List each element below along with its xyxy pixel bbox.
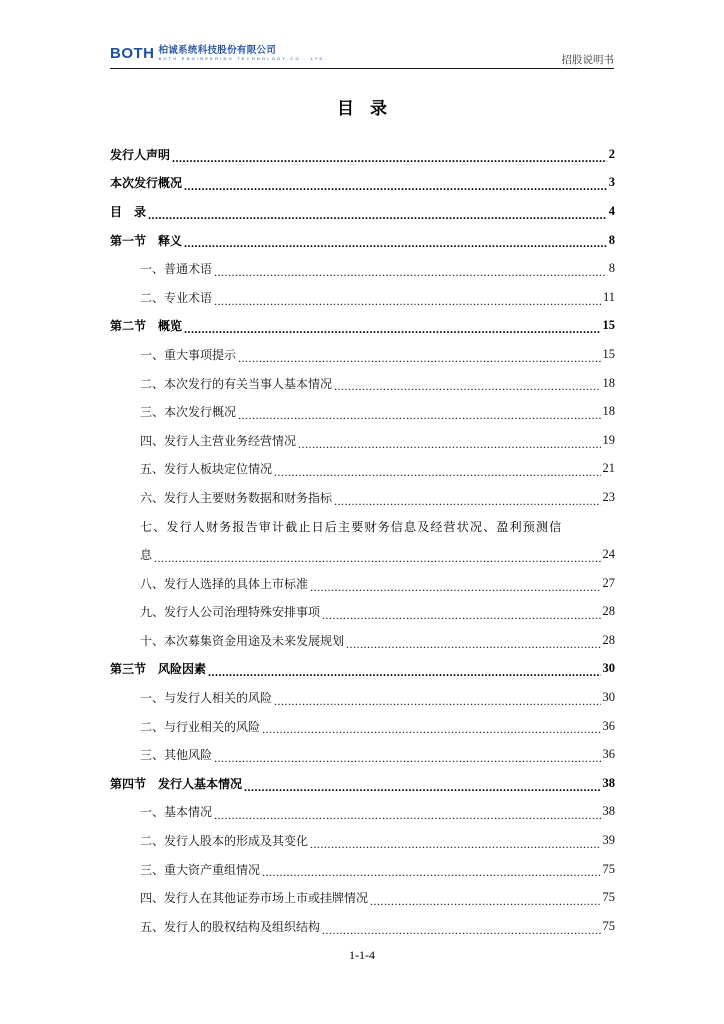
toc-section[interactable]: 第一节 释义 ..... 8 xyxy=(110,226,615,255)
toc-subsection[interactable]: 四、发行人在其他证券市场上市或挂牌情况 ..... 75 xyxy=(110,883,615,912)
toc-page-number: 28 xyxy=(602,632,615,647)
toc-page-number: 8 xyxy=(608,232,615,247)
toc-subsection[interactable]: 五、发行人的股权结构及组织结构 ..... 75 xyxy=(110,912,615,941)
toc-page-number: 38 xyxy=(602,804,615,819)
toc-subsection[interactable]: 五、发行人板块定位情况 ..... 21 xyxy=(110,455,615,484)
toc-subsection[interactable]: 九、发行人公司治理特殊安排事项 ..... 28 xyxy=(110,598,615,627)
toc-subsection[interactable]: 三、重大资产重组情况 ..... 75 xyxy=(110,855,615,884)
toc-subsection[interactable]: 二、发行人股本的形成及其变化 ..... 39 xyxy=(110,826,615,855)
page-number-footer: 1-1-4 xyxy=(349,948,375,962)
toc-page-number: 4 xyxy=(608,203,615,218)
toc-entry[interactable]: 本次发行概况 ..... 3 xyxy=(110,169,615,198)
toc-subsection[interactable]: 二、本次发行的有关当事人基本情况 ..... 18 xyxy=(110,369,615,398)
toc-entry[interactable]: 发行人声明 ..... 2 xyxy=(110,140,615,169)
toc-page-number: 39 xyxy=(602,833,615,848)
toc-page-number: 2 xyxy=(608,146,615,161)
toc-page-number: 30 xyxy=(602,661,615,676)
toc-page-number: 27 xyxy=(602,575,615,590)
toc-page-number: 30 xyxy=(602,690,615,705)
toc-subsection[interactable]: 十、本次募集资金用途及未来发展规划 ..... 28 xyxy=(110,626,615,655)
toc-page-number: 11 xyxy=(602,289,615,304)
toc-page-number: 21 xyxy=(602,461,615,476)
toc-subsection[interactable]: 三、其他风险 ..... 36 xyxy=(110,740,615,769)
toc-subsection[interactable]: 二、专业术语 ..... 11 xyxy=(110,283,615,312)
toc-page-number: 18 xyxy=(602,404,615,419)
toc-page-number: 28 xyxy=(602,604,615,619)
toc-page-number: 36 xyxy=(602,747,615,762)
toc-page-number: 15 xyxy=(602,346,615,361)
company-name-en: BOTH ENGINEERING TECHNOLOGY CO., LTD. xyxy=(158,56,328,61)
toc-page-number: 19 xyxy=(602,432,615,447)
toc-subsection[interactable]: 一、重大事项提示 ..... 15 xyxy=(110,340,615,369)
page-header xyxy=(110,42,614,69)
toc-page-number: 38 xyxy=(602,775,615,790)
toc-page-number: 23 xyxy=(602,489,615,504)
toc-page-number: 36 xyxy=(602,718,615,733)
toc-subsection-continuation[interactable]: 息 ..... 24 xyxy=(110,540,615,569)
page-title: 目录 xyxy=(337,99,403,119)
logo-text xyxy=(159,46,328,62)
toc-page-number: 8 xyxy=(608,261,615,276)
toc-subsection[interactable]: 一、基本情况 ..... 38 xyxy=(110,798,615,827)
company-logo xyxy=(110,46,328,62)
toc-page-number: 75 xyxy=(602,861,615,876)
toc-entry[interactable]: 目 录 ..... 4 xyxy=(110,197,615,226)
toc-page-number: 3 xyxy=(608,175,615,190)
document-type: 招股说明书 xyxy=(561,54,614,66)
toc-page-number: 75 xyxy=(602,890,615,905)
table-of-contents xyxy=(110,140,615,941)
toc-subsection[interactable]: 一、与发行人相关的风险 ..... 30 xyxy=(110,683,615,712)
toc-page-number: 15 xyxy=(602,318,615,333)
company-name-cn: 柏诚系统科技股份有限公司 xyxy=(158,45,277,56)
toc-page-number: 75 xyxy=(602,918,615,933)
toc-page-number: 24 xyxy=(602,547,615,562)
toc-subsection[interactable]: 四、发行人主营业务经营情况 ..... 19 xyxy=(110,426,615,455)
toc-subsection[interactable]: 二、与行业相关的风险 ..... 36 xyxy=(110,712,615,741)
toc-section[interactable]: 第三节 风险因素 ..... 30 xyxy=(110,655,615,684)
toc-section[interactable]: 第二节 概览 ..... 15 xyxy=(110,312,615,341)
toc-subsection[interactable]: 八、发行人选择的具体上市标准 ..... 27 xyxy=(110,569,615,598)
toc-subsection[interactable]: 三、本次发行概况 ..... 18 xyxy=(110,397,615,426)
toc-section[interactable]: 第四节 发行人基本情况 ..... 38 xyxy=(110,769,615,798)
toc-page-number: 18 xyxy=(602,375,615,390)
logo-mark: BOTH xyxy=(110,45,155,62)
toc-subsection-wrapped[interactable]: 七、发行人财务报告审计截止日后主要财务信息及经营状况、盈利预测信 xyxy=(140,519,563,534)
toc-subsection[interactable]: 六、发行人主要财务数据和财务指标 ..... 23 xyxy=(110,483,615,512)
toc-subsection[interactable]: 一、普通术语 ..... 8 xyxy=(110,254,615,283)
